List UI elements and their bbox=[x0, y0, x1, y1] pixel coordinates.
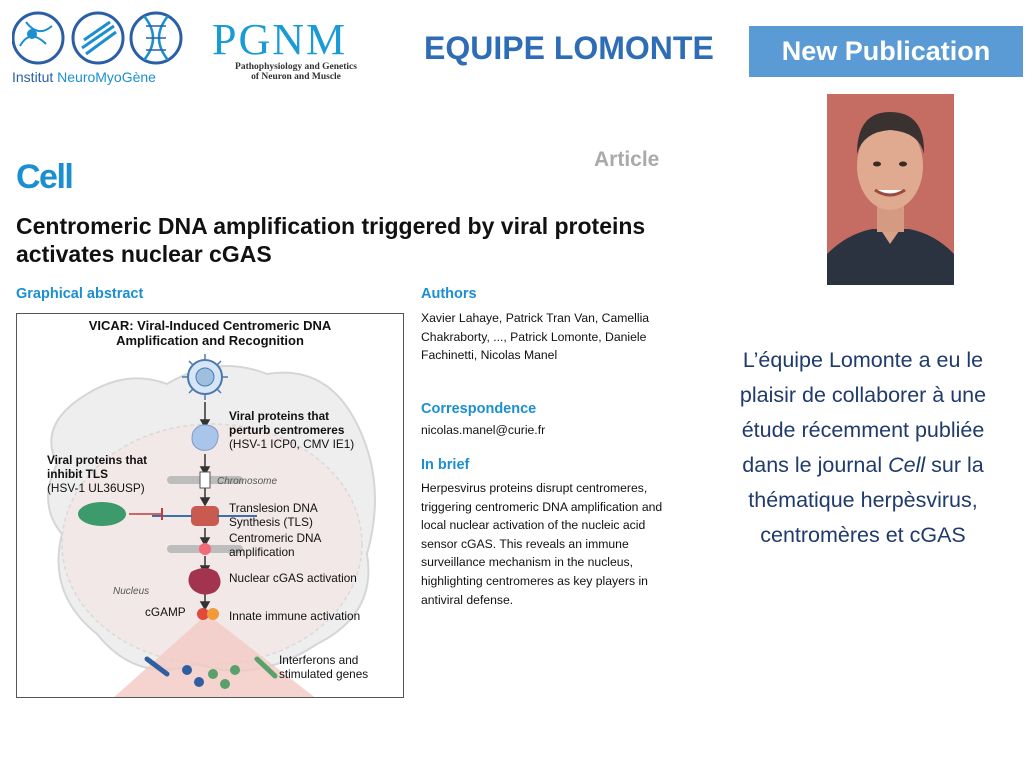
summary-line-6: centromères et cGAS bbox=[760, 523, 966, 547]
new-publication-badge: New Publication bbox=[749, 26, 1023, 77]
summary-line-1: L’équipe Lomonte a eu le bbox=[742, 348, 984, 372]
in-brief-text: Herpesvirus proteins disrupt centromeres, triggering centromeric DNA amplification and local nuclear activation of the nucleic acid sensor cGAS. This reveals an immune surveillance mechanism in the nucleus, highlighting centromeres as key players in antiviral defense. bbox=[421, 481, 663, 607]
article-type-label: Article bbox=[594, 148, 660, 171]
summary-line-4-after: sur la bbox=[925, 453, 984, 477]
graphical-abstract-title bbox=[17, 318, 403, 348]
inm-logo-icon bbox=[12, 8, 184, 72]
ga-label-inhibit bbox=[47, 454, 147, 481]
person-portrait-icon bbox=[827, 94, 954, 285]
correspondence-heading: Correspondence bbox=[421, 401, 537, 417]
summary-line-4-before: dans le journal bbox=[742, 453, 889, 477]
pgnm-subtitle bbox=[208, 62, 384, 82]
ga-label-cgamp: cGAMP bbox=[145, 605, 186, 619]
pgnm-subtitle-line1: Pathophysiology and Genetics bbox=[235, 62, 357, 72]
summary-line-2: plaisir de collaborer à une bbox=[739, 383, 987, 407]
correspondence-email: nicolas.manel@curie.fr bbox=[421, 423, 546, 437]
pgnm-title: PGNM bbox=[212, 15, 348, 64]
ga-inhibit-line2: inhibit TLS bbox=[47, 466, 108, 481]
graphical-abstract bbox=[16, 313, 404, 698]
inm-text-part2: NeuroMyoGène bbox=[57, 69, 156, 85]
authors-list: Xavier Lahaye, Patrick Tran Van, Camellia Chakraborty, ..., Patrick Lomonte, Daniele Fachinetti, Nicolas Manel bbox=[421, 311, 650, 362]
ga-perturb-line2: perturb centromeres bbox=[229, 422, 345, 437]
team-title: EQUIPE LOMONTE bbox=[424, 30, 714, 66]
cell-journal-logo: Cell bbox=[16, 158, 73, 196]
ga-title-line2: Amplification and Recognition bbox=[116, 333, 304, 348]
ga-amp-line1: Centromeric DNA bbox=[229, 531, 322, 545]
ga-amp-line2: amplification bbox=[229, 544, 295, 559]
summary-line-3: étude récemment publiée bbox=[741, 418, 985, 442]
ga-label-innate-immune: Innate immune activation bbox=[229, 609, 361, 623]
ga-label-nucleus: Nucleus bbox=[113, 586, 150, 597]
authors-heading: Authors bbox=[421, 286, 477, 302]
ga-label-interferons bbox=[279, 654, 368, 681]
ga-tls-line1: Translesion DNA bbox=[229, 501, 318, 515]
ga-title-line1: VICAR: Viral-Induced Centromeric DNA bbox=[88, 318, 332, 333]
ga-label-tls bbox=[229, 502, 318, 529]
graphical-abstract-illustration bbox=[17, 314, 404, 698]
ga-label-cgas-activation: Nuclear cGAS activation bbox=[229, 571, 357, 585]
summary-line-5: thématique herpèsvirus, bbox=[748, 488, 978, 512]
ga-label-inhibit-example: (HSV-1 UL36USP) bbox=[47, 481, 145, 495]
article-title: Centromeric DNA amplification triggered by viral proteins activates nuclear cGAS bbox=[16, 213, 646, 267]
ga-label-amplification bbox=[229, 532, 321, 559]
graphical-abstract-heading: Graphical abstract bbox=[16, 286, 144, 302]
pgnm-logo bbox=[212, 15, 384, 82]
summary-journal-name: Cell bbox=[888, 453, 926, 477]
ga-label-perturb-examples: (HSV-1 ICP0, CMV IE1) bbox=[229, 437, 355, 451]
inm-text-part1: Institut bbox=[12, 69, 58, 85]
ga-label-chromosome: Chromosome bbox=[217, 476, 278, 487]
summary-line-4 bbox=[700, 448, 1026, 483]
summary-text bbox=[700, 343, 1026, 553]
portrait-photo bbox=[827, 94, 954, 285]
inm-logo-text bbox=[12, 69, 156, 85]
ga-label-perturb bbox=[229, 410, 344, 437]
pgnm-subtitle-line2: of Neuron and Muscle bbox=[251, 72, 341, 82]
ga-tls-line2: Synthesis (TLS) bbox=[229, 514, 313, 529]
ga-inhibit-line1: Viral proteins that bbox=[47, 453, 148, 467]
ga-ifn-line2: stimulated genes bbox=[279, 666, 369, 681]
ga-perturb-line1: Viral proteins that bbox=[229, 409, 330, 423]
ga-ifn-line1: Interferons and bbox=[279, 653, 359, 667]
in-brief-heading: In brief bbox=[421, 457, 470, 473]
